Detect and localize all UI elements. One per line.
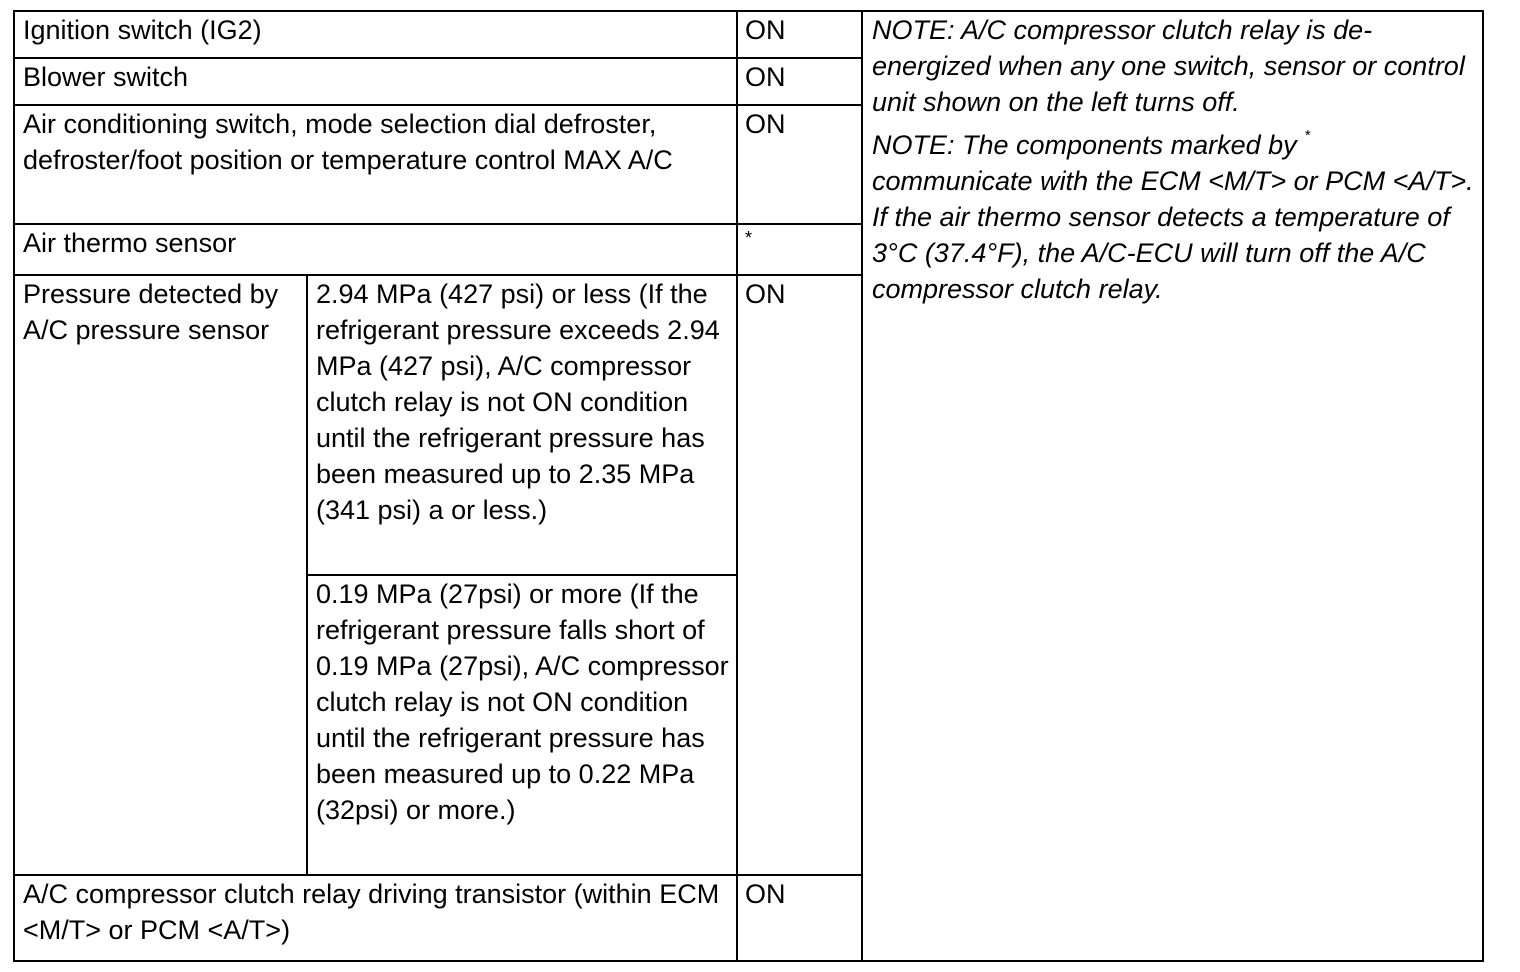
ignition-switch-status: ON [737,11,862,58]
ignition-switch-label: Ignition switch (IG2) [14,11,737,58]
table-row [14,11,1483,58]
note-communication-text: communicate with the ECM <M/T> or PCM <A/T>. If the air thermo sensor detects a temperature of 3°C (37.4°F), the A/C-ECU will turn off the A/C compressor clutch relay. [872,166,1474,304]
ac-switch-status: ON [737,105,862,224]
pressure-sensor-label: Pressure detected by A/C pressure sensor [14,275,307,875]
note-de-energized: NOTE: A/C compressor clutch relay is de-energized when any one switch, sensor or control unit shown on the left turns off. [872,15,1465,117]
pressure-sensor-status: ON [737,275,862,875]
air-thermo-sensor-status: * [737,224,862,275]
ac-switch-label: Air conditioning switch, mode selection dial defroster, defroster/foot position or temperature control MAX A/C [14,105,737,224]
note-communication-prefix: NOTE: The components marked by [872,130,1297,160]
driving-transistor-status: ON [737,875,862,961]
driving-transistor-label: A/C compressor clutch relay driving transistor (within ECM <M/T> or PCM <A/T>) [14,875,737,961]
pressure-low-condition: 0.19 MPa (27psi) or more (If the refrigerant pressure falls short of 0.19 MPa (27psi), A/C compressor clutch relay is not ON condition until the refrigerant pressure has been measured up to 0.22 MPa (32psi) or more.) [307,575,737,875]
air-thermo-sensor-label: Air thermo sensor [14,224,737,275]
note-communication [872,127,1478,307]
blower-switch-status: ON [737,58,862,105]
notes-cell [862,11,1483,961]
pressure-high-condition: 2.94 MPa (427 psi) or less (If the refrigerant pressure exceeds 2.94 MPa (427 psi), A/C compressor clutch relay is not ON condition until the refrigerant pressure has been measured up to 2.35 MPa (341 psi) a or less.) [307,275,737,575]
blower-switch-label: Blower switch [14,58,737,105]
asterisk-mark: * [1304,127,1311,144]
ac-relay-condition-table [13,10,1484,962]
